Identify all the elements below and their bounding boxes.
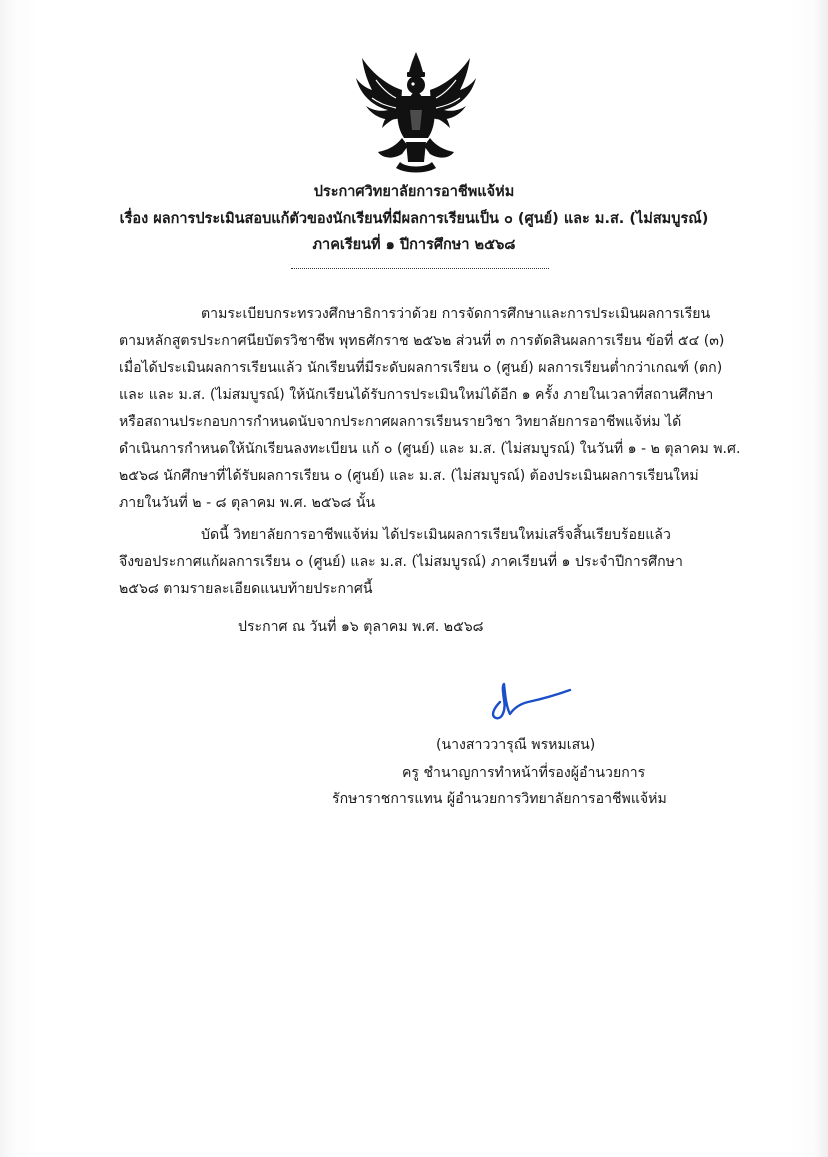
paragraph2-line: จึงขอประกาศแก้ผลการเรียน ๐ (ศูนย์) และ ม.ส. (ไม่สมบูรณ์) ภาคเรียนที่ ๑ ประจำปีการศึกษา (119, 554, 683, 570)
paragraph1-line: หรือสถานประกอบการกำหนดนับจากประกาศผลการเรียนรายวิชา วิทยาลัยการอาชีพแจ้ห่ม ได้ (119, 414, 682, 430)
paragraph1-line: และ และ ม.ส. (ไม่สมบูรณ์) ให้นักเรียนได้รับการประเมินใหม่ได้อีก ๑ ครั้ง ภายในเวลาที่สถานศึกษา (119, 387, 714, 403)
paragraph2-line: บัดนี้ วิทยาลัยการอาชีพแจ้ห่ม ได้ประเมินผลการเรียนใหม่เสร็จสิ้นเรียบร้อยแล้ว (201, 527, 671, 543)
paragraph1-line: ดำเนินการกำหนดให้นักเรียนลงทะเบียน แก้ ๐ (ศูนย์) และ ม.ส. (ไม่สมบูรณ์) ในวันที่ ๑ - ๒ ตุลาคม พ.ศ. (119, 441, 741, 457)
paragraph2-line: ๒๕๖๘ ตามรายละเอียดแนบท้ายประกาศนี้ (119, 581, 373, 597)
paragraph1-line: เมื่อได้ประเมินผลการเรียนแล้ว นักเรียนที่มีระดับผลการเรียน ๐ (ศูนย์) ผลการเรียนต่ำกว่าเกณฑ์ (ตก) (119, 360, 723, 376)
announcement-subject: เรื่อง ผลการประเมินสอบแก้ตัวของนักเรียนที่มีผลการเรียนเป็น ๐ (ศูนย์) และ ม.ส. (ไม่สมบูรณ์) (119, 211, 709, 227)
title-divider (291, 268, 549, 269)
announcement-term: ภาคเรียนที่ ๑ ปีการศึกษา ๒๕๖๘ (312, 237, 516, 253)
paragraph1-line: ตามหลักสูตรประกาศนียบัตรวิชาชีพ พุทธศักราช ๒๕๖๒ ส่วนที่ ๓ การตัดสินผลการเรียน ข้อที่ ๕๔ (๓) (119, 333, 725, 349)
paragraph1-line: ภายในวันที่ ๒ - ๘ ตุลาคม พ.ศ. ๒๕๖๘ นั้น (119, 495, 376, 511)
garuda-emblem-icon (352, 50, 480, 176)
paragraph1-line: ๒๕๖๘ นักศึกษาที่ได้รับผลการเรียน ๐ (ศูนย์) และ ม.ส. (ไม่สมบูรณ์) ต้องประเมินผลการเรียนใหม่ (119, 468, 699, 484)
signatory-acting-title: รักษาราชการแทน ผู้อำนวยการวิทยาลัยการอาชีพแจ้ห่ม (332, 791, 667, 807)
announce-date: ประกาศ ณ วันที่ ๑๖ ตุลาคม พ.ศ. ๒๕๖๘ (238, 619, 484, 635)
paragraph1-line: ตามระเบียบกระทรวงศึกษาธิการว่าด้วย การจัดการศึกษาและการประเมินผลการเรียน (201, 306, 711, 322)
signatory-position: ครู ชำนาญการทำหน้าที่รองผู้อำนวยการ (402, 765, 646, 781)
announcement-org-title: ประกาศวิทยาลัยการอาชีพแจ้ห่ม (313, 184, 515, 200)
handwritten-signature (486, 680, 572, 724)
signatory-name: (นางสาววารุณี พรหมเสน) (436, 737, 596, 753)
